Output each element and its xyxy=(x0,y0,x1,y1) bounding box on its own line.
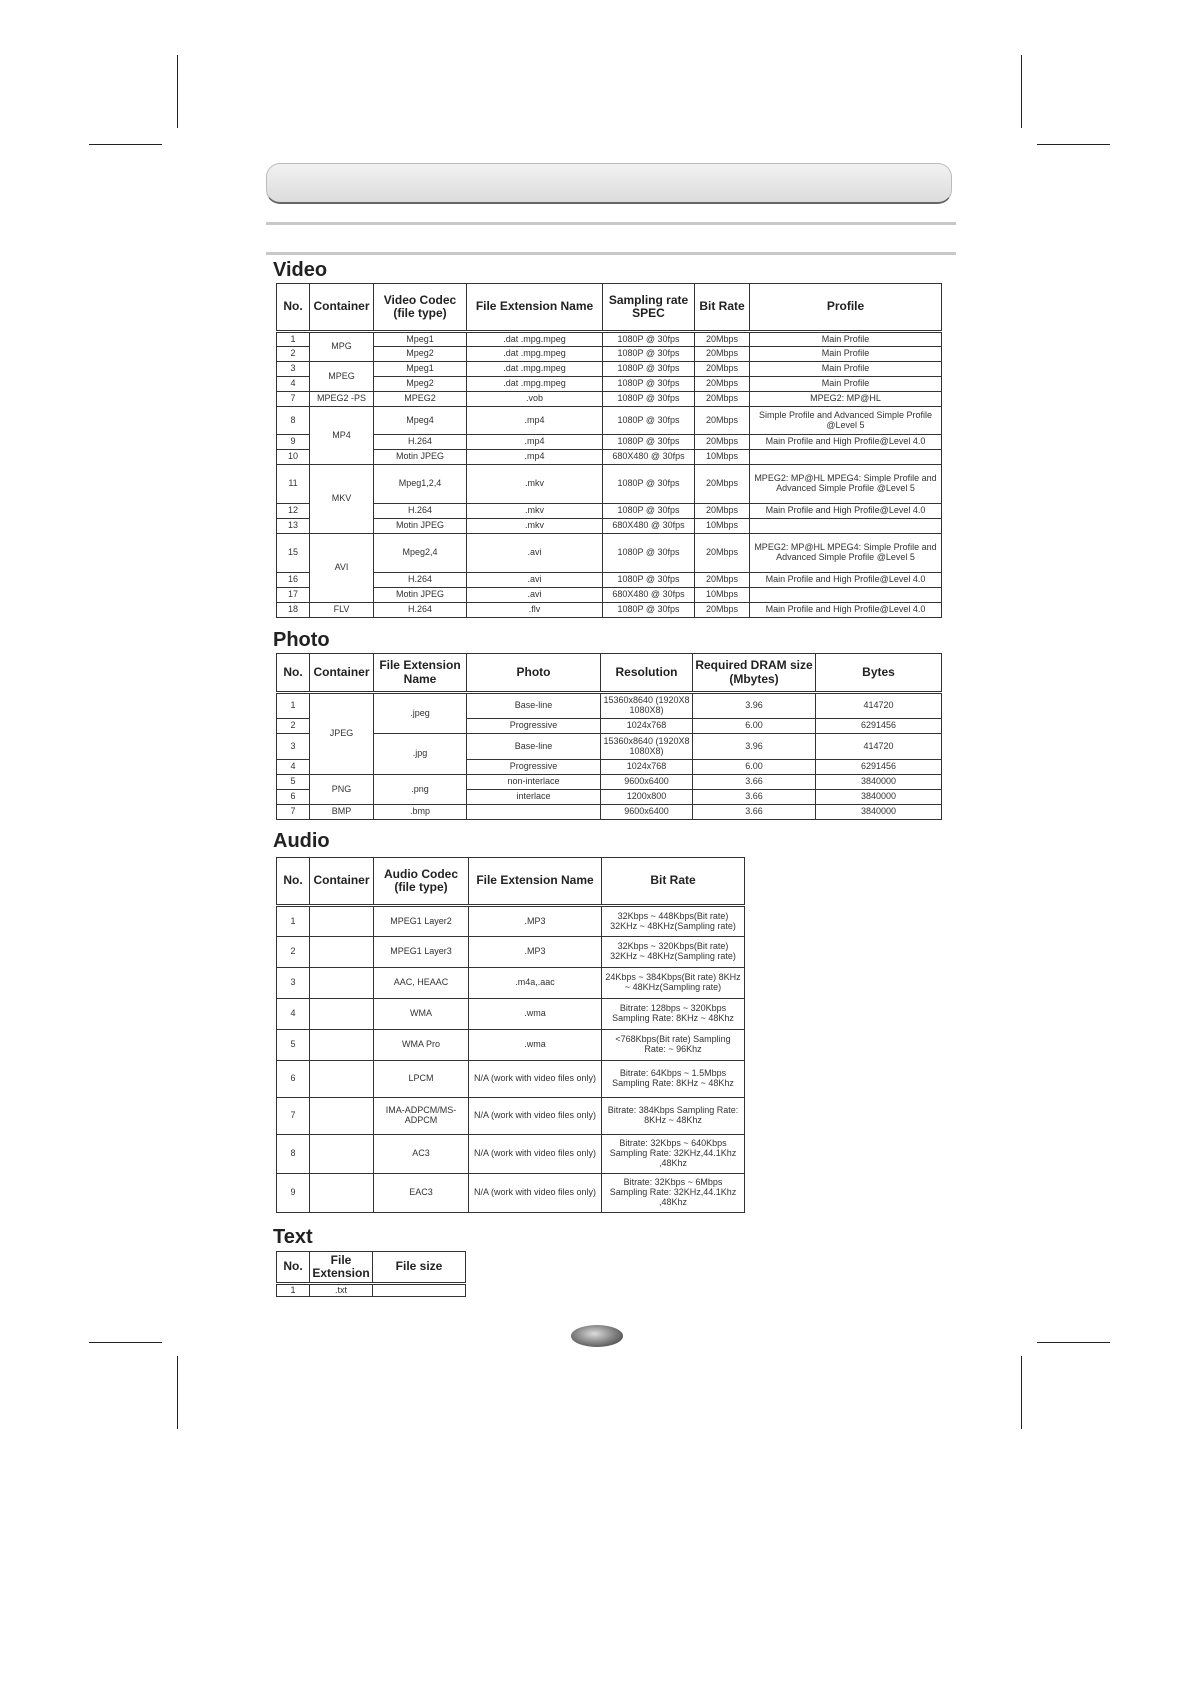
table-row xyxy=(277,1174,745,1213)
col-header-file-extension: File Extension Name xyxy=(467,284,603,332)
table-row xyxy=(277,1098,745,1135)
cell-no: 18 xyxy=(277,603,310,618)
cell-ext: .wma xyxy=(469,1030,602,1061)
cell-no: 6 xyxy=(277,790,310,805)
cell-photo: non-interlace xyxy=(467,775,601,790)
col-header-container: Container xyxy=(310,284,374,332)
cell-codec: H.264 xyxy=(374,603,467,618)
cell-profile: Main Profile and High Profile@Level 4.0 xyxy=(750,573,942,588)
header-bar xyxy=(266,163,952,204)
section-title-text: Text xyxy=(273,1226,313,1248)
table-row xyxy=(277,465,942,504)
cell-bitrate: 20Mbps xyxy=(695,377,750,392)
cell-profile: MPEG2: MP@HL MPEG4: Simple Profile and Advanced Simple Profile @Level 5 xyxy=(750,534,942,573)
cell-container: AVI xyxy=(310,534,374,603)
cell-dram: 3.66 xyxy=(693,805,816,820)
cell-ext: .dat .mpg.mpeg xyxy=(467,332,603,347)
cell-rate: 1080P @ 30fps xyxy=(603,573,695,588)
cell-profile: Main Profile xyxy=(750,332,942,347)
section-title-audio: Audio xyxy=(273,830,330,852)
cell-bytes: 414720 xyxy=(816,734,942,760)
cell-photo: Progressive xyxy=(467,760,601,775)
cell-bitrate: 32Kbps ~ 448Kbps(Bit rate) 32KHz ~ 48KHz(Sampling rate) xyxy=(602,906,745,937)
cell-ext: N/A (work with video files only) xyxy=(469,1098,602,1135)
cell-no: 5 xyxy=(277,775,310,790)
cell-dram: 3.96 xyxy=(693,693,816,719)
cell-container: JPEG xyxy=(310,693,374,775)
cell-no: 11 xyxy=(277,465,310,504)
cell-codec: H.264 xyxy=(374,435,467,450)
cell-no: 3 xyxy=(277,734,310,760)
cell-codec: IMA-ADPCM/MS-ADPCM xyxy=(374,1098,469,1135)
cell-no: 5 xyxy=(277,1030,310,1061)
cell-ext: .mp4 xyxy=(467,407,603,435)
cell-no: 9 xyxy=(277,1174,310,1213)
cell-rate: 1080P @ 30fps xyxy=(603,534,695,573)
table-row xyxy=(277,450,942,465)
table-row xyxy=(277,362,942,377)
cell-profile: Main Profile xyxy=(750,362,942,377)
cell-bitrate: Bitrate: 384Kbps Sampling Rate: 8KHz ~ 48Khz xyxy=(602,1098,745,1135)
cell-container: FLV xyxy=(310,603,374,618)
table-row xyxy=(277,968,745,999)
video-table xyxy=(276,283,942,618)
cell-bitrate: 32Kbps ~ 320Kbps(Bit rate) 32KHz ~ 48KHz(Sampling rate) xyxy=(602,937,745,968)
col-header-no: No. xyxy=(277,284,310,332)
cell-codec: MPEG1 Layer3 xyxy=(374,937,469,968)
cell-ext: .avi xyxy=(467,573,603,588)
cell-container: MP4 xyxy=(310,407,374,465)
cell-profile xyxy=(750,588,942,603)
table-row xyxy=(277,392,942,407)
crop-mark xyxy=(1037,144,1110,145)
col-header-video-codec: Video Codec (file type) xyxy=(374,284,467,332)
cell-codec: WMA Pro xyxy=(374,1030,469,1061)
cell-bitrate: 24Kbps ~ 384Kbps(Bit rate) 8KHz ~ 48KHz(Sampling rate) xyxy=(602,968,745,999)
cell-bitrate: 20Mbps xyxy=(695,347,750,362)
cell-no: 1 xyxy=(277,332,310,347)
cell-no: 1 xyxy=(277,693,310,719)
cell-ext: .MP3 xyxy=(469,906,602,937)
cell-ext: N/A (work with video files only) xyxy=(469,1135,602,1174)
cell-rate: 1080P @ 30fps xyxy=(603,362,695,377)
cell-container: MPG xyxy=(310,332,374,362)
cell-codec: Mpeg1 xyxy=(374,362,467,377)
cell-ext: .jpeg xyxy=(374,693,467,734)
cell-ext: .avi xyxy=(467,534,603,573)
cell-bitrate: 20Mbps xyxy=(695,332,750,347)
table-row xyxy=(277,906,745,937)
cell-dram: 3.66 xyxy=(693,775,816,790)
cell-dram: 3.96 xyxy=(693,734,816,760)
col-header-bit-rate: Bit Rate xyxy=(602,858,745,906)
cell-ext: N/A (work with video files only) xyxy=(469,1174,602,1213)
cell-bitrate: 10Mbps xyxy=(695,519,750,534)
cell-codec: H.264 xyxy=(374,504,467,519)
table-row xyxy=(277,588,942,603)
cell-profile xyxy=(750,519,942,534)
cell-codec: Motin JPEG xyxy=(374,588,467,603)
cell-bitrate: 20Mbps xyxy=(695,504,750,519)
cell-bytes: 6291456 xyxy=(816,719,942,734)
cell-no: 16 xyxy=(277,573,310,588)
page-number-badge xyxy=(571,1325,623,1347)
cell-codec: AAC, HEAAC xyxy=(374,968,469,999)
table-row xyxy=(277,1061,745,1098)
cell-dram: 6.00 xyxy=(693,719,816,734)
cell-rate: 680X480 @ 30fps xyxy=(603,519,695,534)
cell-no: 3 xyxy=(277,362,310,377)
cell-ext: .flv xyxy=(467,603,603,618)
table-row xyxy=(277,693,942,719)
cell-no: 8 xyxy=(277,407,310,435)
cell-no: 1 xyxy=(277,906,310,937)
cell-codec: Motin JPEG xyxy=(374,519,467,534)
cell-bitrate: 20Mbps xyxy=(695,362,750,377)
cell-codec: MPEG1 Layer2 xyxy=(374,906,469,937)
cell-ext: .vob xyxy=(467,392,603,407)
cell-codec: Mpeg1,2,4 xyxy=(374,465,467,504)
crop-mark xyxy=(177,55,178,128)
cell-no: 6 xyxy=(277,1061,310,1098)
cell-rate: 1080P @ 30fps xyxy=(603,465,695,504)
cell-size xyxy=(373,1284,466,1297)
cell-photo: Base-line xyxy=(467,693,601,719)
section-title-video: Video xyxy=(273,259,328,281)
cell-ext: .bmp xyxy=(374,805,467,820)
cell-container: MPEG xyxy=(310,362,374,392)
cell-bytes: 414720 xyxy=(816,693,942,719)
cell-photo: Base-line xyxy=(467,734,601,760)
cell-bitrate: 10Mbps xyxy=(695,588,750,603)
crop-mark xyxy=(1021,55,1022,128)
cell-bitrate: 20Mbps xyxy=(695,392,750,407)
table-row xyxy=(277,435,942,450)
col-header-bytes: Bytes xyxy=(816,654,942,693)
text-table xyxy=(276,1251,466,1297)
cell-ext: .png xyxy=(374,775,467,805)
cell-bitrate: 20Mbps xyxy=(695,573,750,588)
cell-bitrate: Bitrate: 32Kbps ~ 640Kbps Sampling Rate: 32KHz,44.1Khz ,48Khz xyxy=(602,1135,745,1174)
cell-ext: .mkv xyxy=(467,465,603,504)
cell-bitrate: 20Mbps xyxy=(695,407,750,435)
cell-no: 2 xyxy=(277,719,310,734)
col-header-container: Container xyxy=(310,654,374,693)
cell-no: 7 xyxy=(277,805,310,820)
cell-profile: Main Profile xyxy=(750,377,942,392)
cell-container xyxy=(310,1135,374,1174)
cell-codec: Mpeg2 xyxy=(374,377,467,392)
cell-ext: .m4a,.aac xyxy=(469,968,602,999)
cell-container: MKV xyxy=(310,465,374,534)
table-row xyxy=(277,407,942,435)
cell-rate: 1080P @ 30fps xyxy=(603,407,695,435)
cell-bitrate: <768Kbps(Bit rate) Sampling Rate: ~ 96Khz xyxy=(602,1030,745,1061)
col-header-no: No. xyxy=(277,858,310,906)
table-row xyxy=(277,1135,745,1174)
cell-photo: Progressive xyxy=(467,719,601,734)
cell-profile: Main Profile and High Profile@Level 4.0 xyxy=(750,504,942,519)
col-header-audio-codec: Audio Codec (file type) xyxy=(374,858,469,906)
cell-codec: LPCM xyxy=(374,1061,469,1098)
cell-dram: 3.66 xyxy=(693,790,816,805)
cell-ext: .mp4 xyxy=(467,450,603,465)
cell-profile: Main Profile and High Profile@Level 4.0 xyxy=(750,603,942,618)
cell-codec: AC3 xyxy=(374,1135,469,1174)
table-row xyxy=(277,775,942,790)
section-title-photo: Photo xyxy=(273,629,330,651)
cell-profile: Main Profile xyxy=(750,347,942,362)
cell-container: MPEG2 -PS xyxy=(310,392,374,407)
crop-mark xyxy=(89,144,162,145)
cell-rate: 1080P @ 30fps xyxy=(603,332,695,347)
cell-rate: 1080P @ 30fps xyxy=(603,392,695,407)
cell-no: 4 xyxy=(277,760,310,775)
cell-bitrate: 20Mbps xyxy=(695,435,750,450)
col-header-container: Container xyxy=(310,858,374,906)
divider xyxy=(266,252,956,255)
cell-resolution: 1024x768 xyxy=(601,719,693,734)
cell-bytes: 3840000 xyxy=(816,805,942,820)
table-row xyxy=(277,999,745,1030)
cell-bitrate: Bitrate: 64Kbps ~ 1.5Mbps Sampling Rate: 8KHz ~ 48Khz xyxy=(602,1061,745,1098)
cell-dram: 6.00 xyxy=(693,760,816,775)
col-header-no: No. xyxy=(277,654,310,693)
table-row xyxy=(277,805,942,820)
cell-bytes: 3840000 xyxy=(816,790,942,805)
cell-profile: Main Profile and High Profile@Level 4.0 xyxy=(750,435,942,450)
cell-resolution: 1024x768 xyxy=(601,760,693,775)
table-row xyxy=(277,504,942,519)
cell-codec: Mpeg2,4 xyxy=(374,534,467,573)
col-header-resolution: Resolution xyxy=(601,654,693,693)
col-header-file-extension: File Extension xyxy=(310,1252,373,1284)
cell-codec: Motin JPEG xyxy=(374,450,467,465)
cell-no: 17 xyxy=(277,588,310,603)
cell-ext: .dat .mpg.mpeg xyxy=(467,362,603,377)
cell-ext: .mkv xyxy=(467,504,603,519)
table-row xyxy=(277,1284,466,1297)
cell-bytes: 3840000 xyxy=(816,775,942,790)
cell-no: 7 xyxy=(277,1098,310,1135)
cell-no: 4 xyxy=(277,377,310,392)
table-row xyxy=(277,937,745,968)
cell-rate: 1080P @ 30fps xyxy=(603,603,695,618)
cell-container: PNG xyxy=(310,775,374,805)
cell-no: 15 xyxy=(277,534,310,573)
table-row xyxy=(277,534,942,573)
col-header-no: No. xyxy=(277,1252,310,1284)
col-header-photo: Photo xyxy=(467,654,601,693)
cell-rate: 680X480 @ 30fps xyxy=(603,450,695,465)
cell-codec: MPEG2 xyxy=(374,392,467,407)
crop-mark xyxy=(1021,1356,1022,1429)
cell-codec: Mpeg1 xyxy=(374,332,467,347)
cell-no: 12 xyxy=(277,504,310,519)
audio-table xyxy=(276,857,745,1213)
col-header-file-extension: File Extension Name xyxy=(374,654,467,693)
cell-ext: .dat .mpg.mpeg xyxy=(467,377,603,392)
divider xyxy=(266,222,956,225)
cell-codec: Mpeg2 xyxy=(374,347,467,362)
cell-bitrate: 10Mbps xyxy=(695,450,750,465)
cell-no: 3 xyxy=(277,968,310,999)
cell-bitrate: Bitrate: 128bps ~ 320Kbps Sampling Rate: 8KHz ~ 48Khz xyxy=(602,999,745,1030)
cell-ext: .mkv xyxy=(467,519,603,534)
cell-ext: .avi xyxy=(467,588,603,603)
cell-rate: 1080P @ 30fps xyxy=(603,347,695,362)
cell-ext: .jpg xyxy=(374,734,467,775)
col-header-sampling-rate: Sampling rate SPEC xyxy=(603,284,695,332)
table-row xyxy=(277,519,942,534)
cell-bitrate: 20Mbps xyxy=(695,465,750,504)
cell-resolution: 1200x800 xyxy=(601,790,693,805)
cell-resolution: 15360x8640 (1920X8 1080X8) xyxy=(601,734,693,760)
cell-rate: 1080P @ 30fps xyxy=(603,377,695,392)
cell-no: 1 xyxy=(277,1284,310,1297)
table-row xyxy=(277,1030,745,1061)
cell-container xyxy=(310,968,374,999)
cell-photo xyxy=(467,805,601,820)
cell-rate: 1080P @ 30fps xyxy=(603,435,695,450)
table-row xyxy=(277,734,942,760)
cell-container xyxy=(310,1061,374,1098)
crop-mark xyxy=(89,1342,162,1343)
cell-ext: .mp4 xyxy=(467,435,603,450)
cell-bytes: 6291456 xyxy=(816,760,942,775)
cell-codec: H.264 xyxy=(374,573,467,588)
cell-ext: .wma xyxy=(469,999,602,1030)
cell-profile: MPEG2: MP@HL xyxy=(750,392,942,407)
cell-no: 9 xyxy=(277,435,310,450)
cell-rate: 1080P @ 30fps xyxy=(603,504,695,519)
cell-no: 4 xyxy=(277,999,310,1030)
table-row xyxy=(277,603,942,618)
cell-resolution: 15360x8640 (1920X8 1080X8) xyxy=(601,693,693,719)
cell-container xyxy=(310,1030,374,1061)
cell-bitrate: 20Mbps xyxy=(695,603,750,618)
cell-profile: Simple Profile and Advanced Simple Profile @Level 5 xyxy=(750,407,942,435)
cell-rate: 680X480 @ 30fps xyxy=(603,588,695,603)
cell-no: 8 xyxy=(277,1135,310,1174)
cell-container xyxy=(310,999,374,1030)
cell-no: 10 xyxy=(277,450,310,465)
table-row xyxy=(277,332,942,347)
cell-container xyxy=(310,906,374,937)
cell-ext: .dat .mpg.mpeg xyxy=(467,347,603,362)
cell-container: BMP xyxy=(310,805,374,820)
cell-container xyxy=(310,1174,374,1213)
cell-container xyxy=(310,1098,374,1135)
cell-codec: Mpeg4 xyxy=(374,407,467,435)
cell-no: 2 xyxy=(277,937,310,968)
col-header-file-size: File size xyxy=(373,1252,466,1284)
cell-no: 2 xyxy=(277,347,310,362)
cell-no: 7 xyxy=(277,392,310,407)
table-row xyxy=(277,347,942,362)
col-header-profile: Profile xyxy=(750,284,942,332)
cell-resolution: 9600x6400 xyxy=(601,805,693,820)
crop-mark xyxy=(177,1356,178,1429)
cell-codec: WMA xyxy=(374,999,469,1030)
col-header-bit-rate: Bit Rate xyxy=(695,284,750,332)
table-row xyxy=(277,573,942,588)
cell-bitrate: 20Mbps xyxy=(695,534,750,573)
cell-ext: N/A (work with video files only) xyxy=(469,1061,602,1098)
col-header-file-extension: File Extension Name xyxy=(469,858,602,906)
cell-ext: .MP3 xyxy=(469,937,602,968)
cell-profile xyxy=(750,450,942,465)
col-header-dram: Required DRAM size (Mbytes) xyxy=(693,654,816,693)
cell-resolution: 9600x6400 xyxy=(601,775,693,790)
cell-no: 13 xyxy=(277,519,310,534)
cell-profile: MPEG2: MP@HL MPEG4: Simple Profile and Advanced Simple Profile @Level 5 xyxy=(750,465,942,504)
cell-photo: interlace xyxy=(467,790,601,805)
cell-bitrate: Bitrate: 32Kbps ~ 6Mbps Sampling Rate: 32KHz,44.1Khz ,48Khz xyxy=(602,1174,745,1213)
cell-ext: .txt xyxy=(310,1284,373,1297)
cell-codec: EAC3 xyxy=(374,1174,469,1213)
crop-mark xyxy=(1037,1342,1110,1343)
photo-table xyxy=(276,653,942,820)
cell-container xyxy=(310,937,374,968)
table-row xyxy=(277,377,942,392)
